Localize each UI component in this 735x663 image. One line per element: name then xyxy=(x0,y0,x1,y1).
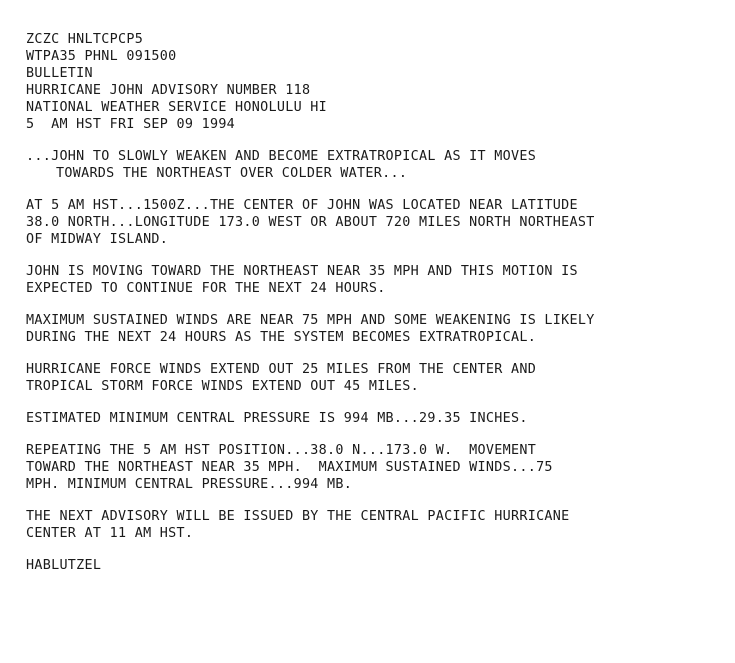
paragraph-line: REPEATING THE 5 AM HST POSITION...38.0 N...173.0 W. MOVEMENT xyxy=(26,443,537,458)
paragraph-line: HURRICANE FORCE WINDS EXTEND OUT 25 MILES FROM THE CENTER AND xyxy=(26,362,537,377)
paragraph-line: TOWARD THE NORTHEAST NEAR 35 MPH. MAXIMUM SUSTAINED WINDS...75 xyxy=(26,460,553,475)
headline xyxy=(26,148,726,182)
pressure-paragraph xyxy=(26,410,726,427)
paragraph-line: MAXIMUM SUSTAINED WINDS ARE NEAR 75 MPH AND SOME WEAKENING IS LIKELY xyxy=(26,313,595,328)
summary-paragraph xyxy=(26,442,726,493)
motion-paragraph xyxy=(26,263,726,297)
next-advisory-paragraph xyxy=(26,508,726,542)
advisory-document xyxy=(26,31,726,589)
paragraph-line: TROPICAL STORM FORCE WINDS EXTEND OUT 45 MILES. xyxy=(26,379,420,394)
signature xyxy=(26,557,726,574)
paragraph-line: CENTER AT 11 AM HST. xyxy=(26,526,194,541)
bulletin-header xyxy=(26,31,726,133)
header-line: BULLETIN xyxy=(26,66,93,81)
paragraph-line: 38.0 NORTH...LONGITUDE 173.0 WEST OR ABOUT 720 MILES NORTH NORTHEAST xyxy=(26,215,595,230)
forecaster-name: HABLUTZEL xyxy=(26,558,102,573)
paragraph-line: EXPECTED TO CONTINUE FOR THE NEXT 24 HOURS. xyxy=(26,281,386,296)
headline-line: ...JOHN TO SLOWLY WEAKEN AND BECOME EXTRATROPICAL AS IT MOVES xyxy=(26,149,537,164)
paragraph-line: THE NEXT ADVISORY WILL BE ISSUED BY THE CENTRAL PACIFIC HURRICANE xyxy=(26,509,570,524)
paragraph-line: JOHN IS MOVING TOWARD THE NORTHEAST NEAR 35 MPH AND THIS MOTION IS xyxy=(26,264,578,279)
winds-paragraph xyxy=(26,312,726,346)
wind-extent-paragraph xyxy=(26,361,726,395)
paragraph-line: DURING THE NEXT 24 HOURS AS THE SYSTEM BECOMES EXTRATROPICAL. xyxy=(26,330,537,345)
issuing-office: NATIONAL WEATHER SERVICE HONOLULU HI xyxy=(26,100,328,115)
header-line: ZCZC HNLTCPCP5 xyxy=(26,32,144,47)
header-line: WTPA35 PHNL 091500 xyxy=(26,49,177,64)
headline-line: TOWARDS THE NORTHEAST OVER COLDER WATER... xyxy=(56,166,408,181)
paragraph-line: AT 5 AM HST...1500Z...THE CENTER OF JOHN WAS LOCATED NEAR LATITUDE xyxy=(26,198,578,213)
paragraph-line: MPH. MINIMUM CENTRAL PRESSURE...994 MB. xyxy=(26,477,353,492)
advisory-title: HURRICANE JOHN ADVISORY NUMBER 118 xyxy=(26,83,311,98)
position-paragraph xyxy=(26,197,726,248)
issue-time: 5 AM HST FRI SEP 09 1994 xyxy=(26,117,236,132)
paragraph-line: OF MIDWAY ISLAND. xyxy=(26,232,169,247)
paragraph-line: ESTIMATED MINIMUM CENTRAL PRESSURE IS 994 MB...29.35 INCHES. xyxy=(26,411,528,426)
